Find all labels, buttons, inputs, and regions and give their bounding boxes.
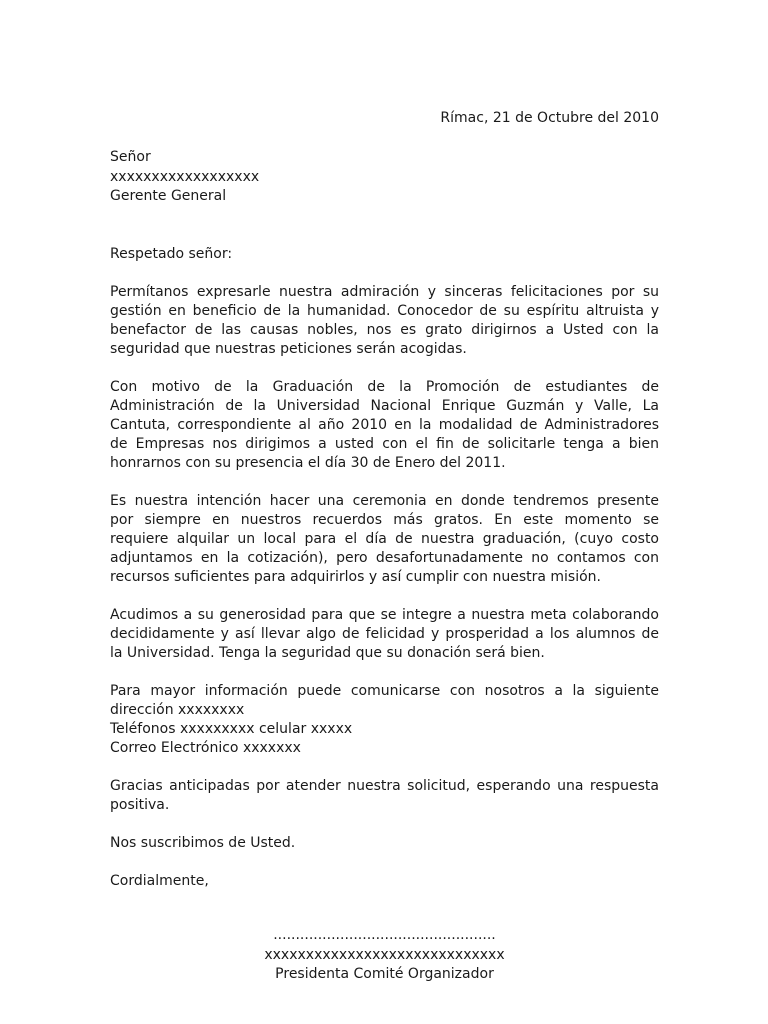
paragraph-2 [110,378,659,473]
paragraph-line: positiva. [110,796,170,813]
recipient-position: Gerente General [110,188,227,204]
paragraph-line: gestión en beneficio de la humanidad. Conocedor de su espíritu altruista y [110,302,659,319]
paragraph-line: Con motivo de la Graduación de la Promoción de estudiantes de [110,378,659,395]
contact-email: Correo Electrónico xxxxxxx [110,739,301,756]
paragraph-line: benefactor de las causas nobles, nos es grato dirigirnos a Usted con la [110,321,659,338]
paragraph-4 [110,606,659,663]
signature-name: xxxxxxxxxxxxxxxxxxxxxxxxxxxxx [264,946,505,963]
recipient-name: xxxxxxxxxxxxxxxxxx [110,168,260,185]
closing-phrase: Nos suscribimos de Usted. [110,834,296,851]
paragraph-1 [110,283,659,359]
letter-body [110,108,659,891]
paragraph-3 [110,492,659,587]
paragraph-line: decididamente y así llevar algo de felicidad y prosperidad a los alumnos de [110,625,659,642]
paragraph-line: Gracias anticipadas por atender nuestra solicitud, esperando una respuesta [110,777,659,794]
signature-role: Presidenta Comité Organizador [275,966,494,982]
paragraph-line: Permítanos expresarle nuestra admiración y sinceras felicitaciones por su [110,283,659,300]
paragraph-line: requiere alquilar un local para el día de nuestra graduación, (cuyo costo [110,530,659,547]
contact-address: dirección xxxxxxxx [110,701,245,718]
letter-date: Rímac, 21 de Octubre del 2010 [440,110,659,126]
closing-salutation: Cordialmente, [110,872,209,889]
greeting: Respetado señor: [110,245,233,262]
paragraph-line: adjuntamos en la cotización), pero desafortunadamente no contamos con [110,549,659,566]
paragraph-line: honrarnos con su presencia el día 30 de Enero del 2011. [110,454,506,471]
paragraph-thanks [110,777,659,815]
signature-line: .................................................. [273,927,496,943]
paragraph-contact [110,682,659,758]
paragraph-line: recursos suficientes para adquirirlos y así cumplir con nuestra misión. [110,568,602,585]
recipient-block [110,148,659,207]
paragraph-line: Es nuestra intención hacer una ceremonia en donde tendremos presente [110,492,659,509]
paragraph-line: seguridad que nuestras peticiones serán acogidas. [110,340,467,357]
paragraph-line: la Universidad. Tenga la seguridad que su donación será bien. [110,644,545,661]
paragraph-line: Acudimos a su generosidad para que se integre a nuestra meta colaborando [110,606,659,623]
paragraph-line: de Empresas nos dirigimos a usted con el fin de solicitarle tenga a bien [110,435,659,452]
paragraph-line: Administración de la Universidad Nacional Enrique Guzmán y Valle, La [110,397,659,414]
recipient-title: Señor [110,149,151,165]
signature-block [110,926,659,985]
paragraph-line: por siempre en nuestros recuerdos más gratos. En este momento se [110,511,659,528]
paragraph-line: Para mayor información puede comunicarse con nosotros a la siguiente [110,682,659,699]
paragraph-line: Cantuta, correspondiente al año 2010 en la modalidad de Administradores [110,416,659,433]
contact-phones: Teléfonos xxxxxxxxx celular xxxxx [110,720,353,737]
